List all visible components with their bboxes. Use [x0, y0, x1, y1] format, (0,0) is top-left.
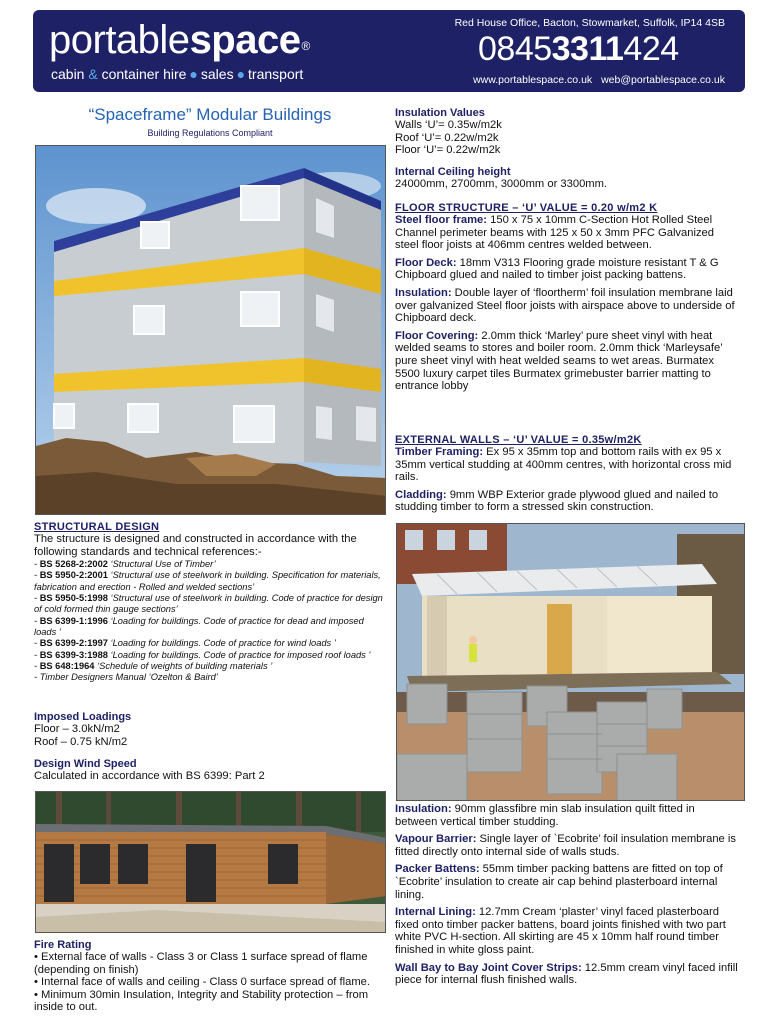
logo-bold: space	[189, 18, 301, 62]
logo-light: portable	[49, 18, 190, 62]
wall-detail-item: Internal Lining: 12.7mm Cream ‘plaster’ vinyl faced plasterboard fixed onto timber packer battens, board joints finished with two part white PVC H-section. All skirting are 45 x 10mm half round timber finished in white gloss paint.	[395, 906, 726, 956]
bullet-icon: ●	[189, 66, 198, 82]
header-banner	[33, 10, 745, 92]
construction-site-photo	[396, 523, 745, 801]
roof-u-value: Roof ‘U’= 0.22w/m2k	[395, 131, 499, 144]
external-walls-section	[395, 434, 740, 519]
floor-structure-heading: FLOOR STRUCTURE – ‘U’ VALUE = 0.20 w/m2 K	[395, 202, 658, 214]
structural-design-section	[34, 521, 386, 683]
floor-spec-item: Insulation: Double layer of ‘floortherm’ foil insulation membrane laid over galvanized Steel floor joists with airspace above to underside of Chipboard deck.	[395, 286, 735, 325]
fire-rating-item: • Internal face of walls and ceiling - Class 0 surface spread of flame.	[34, 976, 370, 989]
wall-spec-item: Cladding: 9mm WBP Exterior grade plywood glued and nailed to studding timber to form a stressed skin construction.	[395, 488, 719, 514]
fire-rating-heading: Fire Rating	[34, 939, 92, 951]
standards-list	[34, 559, 386, 683]
page-title: “Spaceframe” Modular Buildings	[88, 105, 332, 124]
tagline-sales: sales	[200, 66, 234, 82]
brand-logo[interactable]	[49, 16, 310, 64]
wall-detail-item: Packer Battens: 55mm timber packing battens are fitted on top of `Ecobrite’ insulation to create air cap behind plasterboard internal lining.	[395, 863, 723, 901]
insulation-values-heading: Insulation Values	[395, 107, 485, 119]
fire-rating-item: • External face of walls - Class 3 or Class 1 surface spread of flame (depending on finish)	[34, 951, 368, 976]
ceiling-height-heading: Internal Ceiling height	[395, 166, 511, 178]
wall-detail-item: Insulation: 90mm glassfibre min slab insulation quilt fitted in between vertical timber studding.	[395, 803, 695, 828]
fire-rating-section	[34, 939, 386, 1014]
fire-rating-item: • Minimum 30min Insulation, Integrity and Stability protection – from inside to out.	[34, 988, 369, 1014]
standard-ref: - BS 5268-2:2002 ‘Structural Use of Timber’	[34, 559, 216, 570]
floor-loading: Floor – 3.0kN/m2	[34, 723, 120, 735]
floor-structure-section	[395, 202, 740, 398]
phone-number[interactable]	[478, 29, 679, 69]
office-address: Red House Office, Bacton, Stowmarket, Suffolk, IP14 4SB	[454, 17, 725, 29]
phone-part-1: 0845	[478, 30, 552, 68]
structural-intro: The structure is designed and constructed in accordance with the following standards and technical references:-	[34, 533, 357, 558]
floor-u-value: Floor ‘U’= 0.22w/m2k	[395, 144, 501, 157]
wall-spec-item: Timber Framing: Ex 95 x 35mm top and bottom rails with ex 95 x 35mm vertical studding at 400mm centres, with horizontal cross mid rails.	[395, 446, 732, 484]
ceiling-height-section	[395, 166, 740, 191]
floor-spec-item: Floor Deck: 18mm V313 Flooring grade moisture resistant T & G Chipboard glued and nailed to timber joist packing battens.	[395, 256, 719, 282]
standard-ref: - BS 6399-1:1996 ‘Loading for buildings. Code of practice for dead and imposed loads ’	[34, 615, 364, 637]
external-walls-heading: EXTERNAL WALLS – ‘U’ VALUE = 0.35w/m2K	[395, 434, 642, 446]
tagline-cabin: cabin	[51, 66, 85, 82]
registered-mark: ®	[301, 39, 310, 53]
page-subtitle: Building Regulations Compliant	[147, 128, 273, 138]
insulation-values-section	[395, 107, 740, 157]
phone-part-3: 424	[623, 30, 679, 68]
standard-ref: - Timber Designers Manual ‘Ozelton & Baird’	[34, 672, 218, 683]
wall-details-section	[395, 803, 740, 992]
tagline-container-hire: container hire	[101, 66, 187, 82]
floor-spec-item: Floor Covering: 2.0mm thick ‘Marley’ pure sheet vinyl with heat welded seams to stores and boiler room. 2.0mm thick ‘Marleysafe’ pure sheet vinyl with heat welded seams to wet areas. Burmatex 5500 luxury carpet tiles Burmatex grimebuster barrier matting to entrance lobby	[395, 329, 723, 393]
three-storey-building-photo	[35, 145, 386, 515]
roof-loading: Roof – 0.75 kN/m2	[34, 735, 128, 748]
bullet-icon: ●	[236, 66, 246, 82]
wind-speed-text: Calculated in accordance with BS 6399: Part 2	[34, 770, 265, 782]
standard-ref: - BS 5950-2:2001 ‘Structural use of steelwork in building. Specification for materials, fabrication and erection - Rolled and welded sections’	[34, 570, 381, 592]
email-link[interactable]: web@portablespace.co.uk	[601, 74, 725, 86]
timber-clad-building-photo	[35, 791, 386, 933]
walls-u-value: Walls ‘U’= 0.35w/m2k	[395, 119, 502, 131]
wind-speed-section	[34, 758, 386, 783]
floor-spec-item: Steel floor frame: 150 x 75 x 10mm C-Section Hot Rolled Steel Channel perimeter beams with 125 x 50 x 3mm PFC Galvanized steel floor joists at 406mm centres welded between.	[395, 214, 714, 252]
standard-ref: - BS 6399-3:1988 ‘Loading for buildings. Code of practice for imposed roof loads ’	[34, 649, 371, 660]
tagline-amp: &	[88, 66, 98, 82]
wall-detail-item: Wall Bay to Bay Joint Cover Strips: 12.5mm cream vinyl faced infill piece for internal flush finished walls.	[395, 961, 738, 987]
standard-ref: - BS 5950-5:1998 ‘Structural use of steelwork in building. Code of practice for design of cold formed thin gauge sections’	[34, 593, 383, 615]
wall-detail-item: Vapour Barrier: Single layer of `Ecobrite’ foil insulation membrane is fitted directly onto internal side of walls studs.	[395, 833, 736, 858]
imposed-loadings-heading: Imposed Loadings	[34, 711, 132, 723]
ceiling-height-text: 24000mm, 2700mm, 3000mm or 3300mm.	[395, 178, 608, 190]
website-link[interactable]: www.portablespace.co.uk	[473, 74, 593, 86]
tagline-transport: transport	[248, 66, 304, 82]
wind-speed-heading: Design Wind Speed	[34, 758, 137, 770]
phone-part-2: 3311	[551, 30, 624, 68]
standard-ref: - BS 6399-2:1997 ‘Loading for buildings. Code of practice for wind loads ’	[34, 638, 336, 649]
imposed-loadings-section	[34, 711, 386, 748]
contact-links	[473, 74, 725, 86]
structural-design-heading: STRUCTURAL DESIGN	[34, 521, 160, 533]
tagline	[51, 66, 303, 82]
standard-ref: - BS 648:1964 ‘Schedule of weights of building materials ’	[34, 660, 273, 671]
